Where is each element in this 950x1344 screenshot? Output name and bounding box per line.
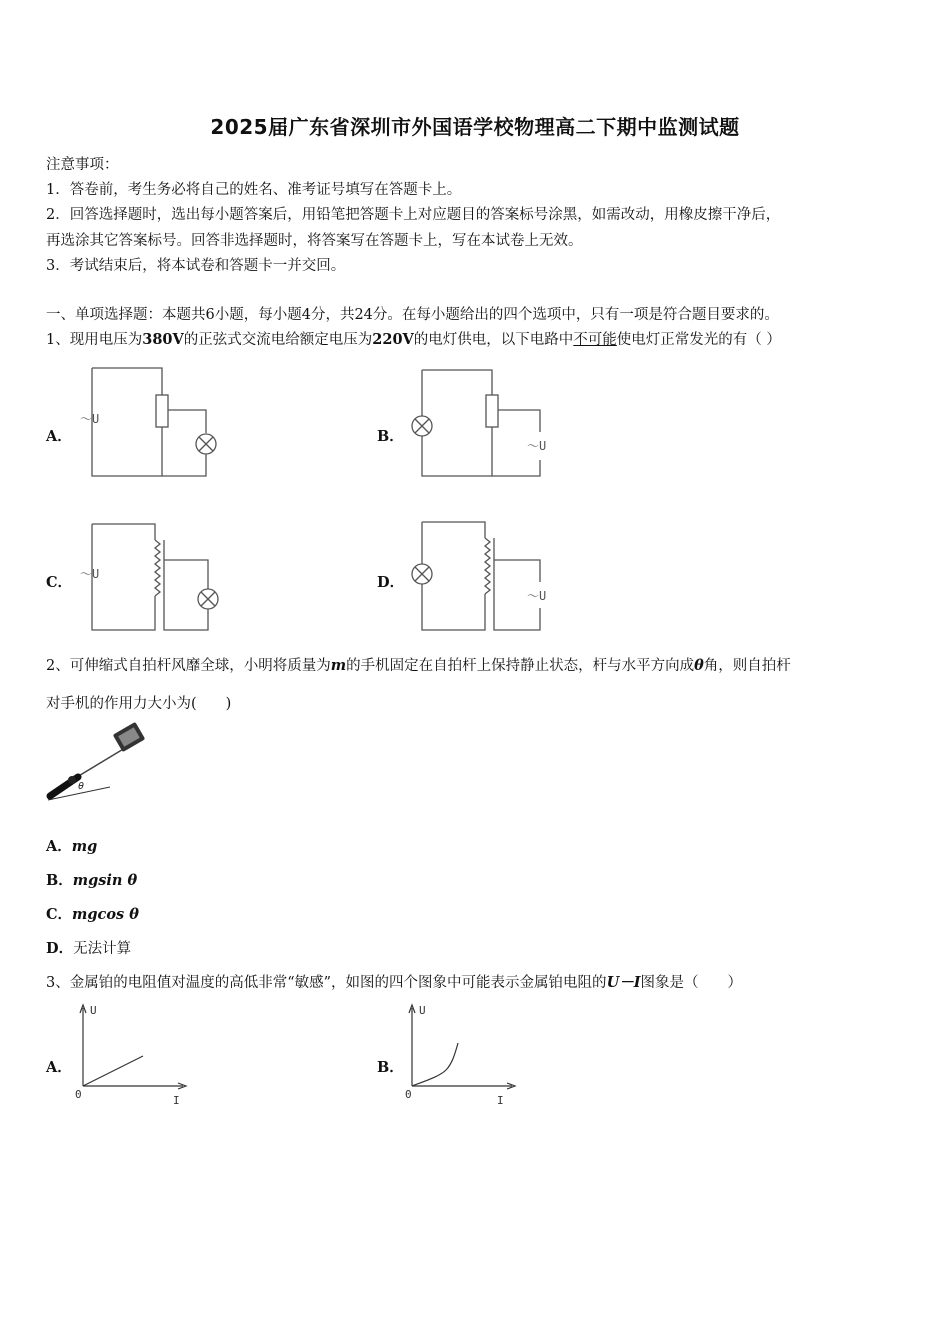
axis-label-i: I (173, 1094, 180, 1107)
q1-option-c-label: C． (46, 574, 73, 591)
source-label: ～U (527, 589, 547, 603)
theta-label: θ (78, 781, 85, 792)
source-label: ～U (527, 439, 547, 453)
section-heading: 一、单项选择题：本题共6小题，每小题4分，共24分。在每小题给出的四个选项中，只有一项是符合题目要求的。 (46, 307, 779, 323)
origin-label: 0 (75, 1088, 82, 1101)
axis-label-u: U (419, 1004, 426, 1017)
q2-option-d: D．无法计算 (46, 940, 132, 957)
q1-option-d-label: D． (377, 574, 405, 591)
notice-heading: 注意事项： (46, 157, 119, 173)
q2-option-b: B．mgsin θ (46, 872, 138, 889)
axis-label-i: I (497, 1094, 504, 1107)
question-2-text-cont: 对手机的作用力大小为( ) (46, 696, 232, 712)
q1-option-a-label: A． (46, 428, 72, 445)
source-label: ～U (80, 412, 100, 426)
axis-label-u: U (90, 1004, 97, 1017)
source-label: ～U (80, 567, 100, 581)
question-1-text: 1、现用电压为380V的正弦式交流电给额定电压为220V的电灯供电，以下电路中不可能使电灯正常发光的有（ ） (46, 331, 781, 348)
notice-item: 1．答卷前，考生务必将自己的姓名、准考证号填写在答题卡上。 (46, 182, 462, 198)
notice-item: 2．回答选择题时，选出每小题答案后，用铅笔把答题卡上对应题目的答案标号涂黑，如需改动，用橡皮擦干净后， (46, 207, 781, 223)
notice-item: 3．考试结束后，将本试卷和答题卡一并交回。 (46, 258, 346, 274)
origin-label: 0 (405, 1088, 412, 1101)
question-2-text: 2、可伸缩式自拍杆风靡全球，小明将质量为m的手机固定在自拍杆上保持静止状态，杆与水平方向成θ角，则自拍杆 (46, 657, 791, 674)
notice-item: 再选涂其它答案标号。回答非选择题时，将答案写在答题卡上，写在本试卷上无效。 (46, 233, 583, 249)
q2-option-c: C．mgcos θ (46, 906, 139, 923)
page-title: 2025届广东省深圳市外国语学校物理高二下期中监测试题 (210, 115, 740, 139)
q2-option-a: A．mg (46, 838, 98, 855)
q3-option-b-label: B． (377, 1059, 404, 1076)
q3-option-a-label: A． (46, 1059, 72, 1076)
question-3-text: 3、金属铂的电阻值对温度的高低非常“敏感”，如图的四个图象中可能表示金属铂电阻的U－I图象是（ ） (46, 974, 742, 991)
q1-option-b-label: B． (377, 428, 404, 445)
